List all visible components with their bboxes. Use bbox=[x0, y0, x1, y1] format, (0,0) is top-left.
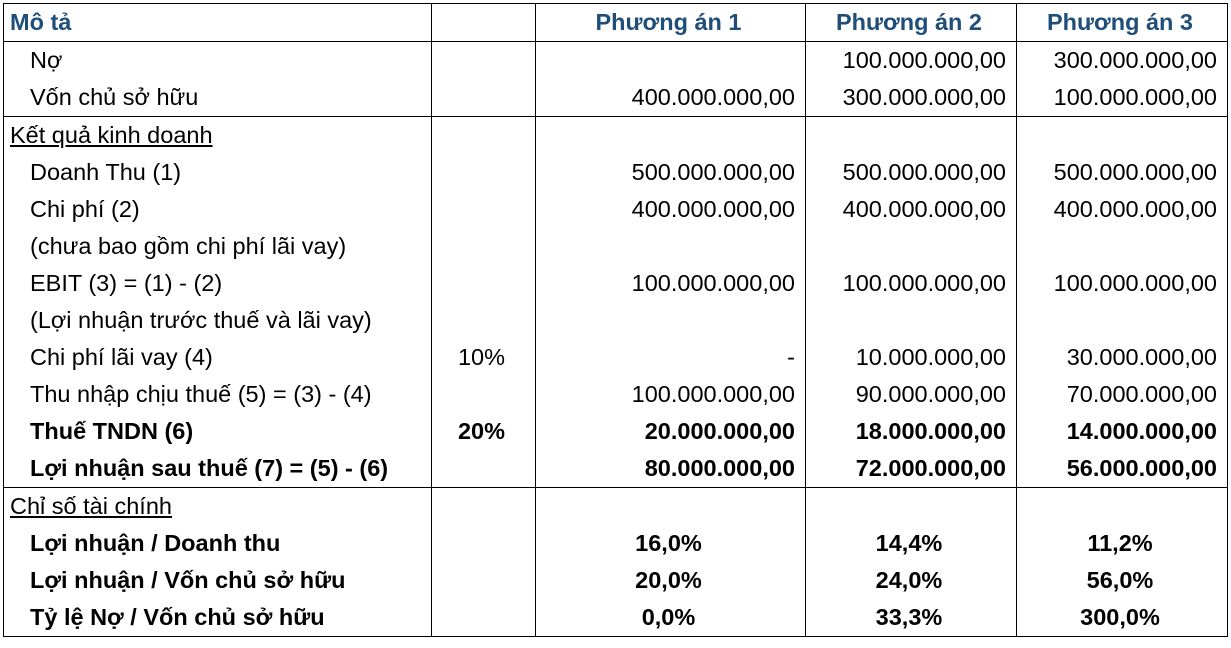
table-row-cit bbox=[4, 413, 1228, 450]
plan-3-value: 56.000.000,00 bbox=[1017, 450, 1228, 488]
row-label: (chưa bao gồm chi phí lãi vay) bbox=[4, 228, 432, 265]
table-row-net-profit bbox=[4, 450, 1228, 488]
plan-3-value bbox=[1017, 488, 1228, 526]
row-rate bbox=[432, 117, 536, 155]
row-label: Lợi nhuận sau thuế (7) = (5) - (6) bbox=[4, 450, 432, 488]
plan-2-value bbox=[806, 117, 1017, 155]
row-rate bbox=[432, 450, 536, 488]
row-label: Thu nhập chịu thuế (5) = (3) - (4) bbox=[4, 376, 432, 413]
plan-3-value: 70.000.000,00 bbox=[1017, 376, 1228, 413]
plan-2-value bbox=[806, 302, 1017, 339]
section-business-results bbox=[4, 117, 1228, 155]
plan-1-value bbox=[536, 228, 806, 265]
plan-2-value: 300.000.000,00 bbox=[806, 79, 1017, 117]
plan-3-value: 11,2% bbox=[1017, 525, 1228, 562]
plan-2-value: 500.000.000,00 bbox=[806, 154, 1017, 191]
row-label: Vốn chủ sở hữu bbox=[4, 79, 432, 117]
plan-2-value bbox=[806, 488, 1017, 526]
table-row-ebit bbox=[4, 265, 1228, 302]
plan-2-value: 14,4% bbox=[806, 525, 1017, 562]
plan-1-value bbox=[536, 42, 806, 80]
plan-1-value: 0,0% bbox=[536, 599, 806, 637]
plan-1-value: 500.000.000,00 bbox=[536, 154, 806, 191]
plan-2-value: 400.000.000,00 bbox=[806, 191, 1017, 228]
plan-1-value: - bbox=[536, 339, 806, 376]
row-rate bbox=[432, 42, 536, 80]
header-plan-1: Phương án 1 bbox=[536, 4, 806, 42]
header-description: Mô tả bbox=[4, 4, 432, 42]
plan-3-value: 400.000.000,00 bbox=[1017, 191, 1228, 228]
plan-2-value: 100.000.000,00 bbox=[806, 265, 1017, 302]
plan-1-value bbox=[536, 117, 806, 155]
section-title: Chỉ số tài chính bbox=[4, 488, 432, 526]
plan-2-value: 72.000.000,00 bbox=[806, 450, 1017, 488]
plan-2-value: 100.000.000,00 bbox=[806, 42, 1017, 80]
row-label: Chi phí (2) bbox=[4, 191, 432, 228]
plan-3-value: 100.000.000,00 bbox=[1017, 265, 1228, 302]
plan-2-value bbox=[806, 228, 1017, 265]
plan-1-value: 100.000.000,00 bbox=[536, 376, 806, 413]
plan-2-value: 10.000.000,00 bbox=[806, 339, 1017, 376]
plan-3-value: 100.000.000,00 bbox=[1017, 79, 1228, 117]
plan-3-value: 14.000.000,00 bbox=[1017, 413, 1228, 450]
row-rate bbox=[432, 191, 536, 228]
row-rate: 10% bbox=[432, 339, 536, 376]
table-row-revenue bbox=[4, 154, 1228, 191]
row-rate bbox=[432, 599, 536, 637]
plan-1-value bbox=[536, 488, 806, 526]
plan-3-value: 56,0% bbox=[1017, 562, 1228, 599]
row-label: EBIT (3) = (1) - (2) bbox=[4, 265, 432, 302]
plan-1-value: 80.000.000,00 bbox=[536, 450, 806, 488]
row-label: Chi phí lãi vay (4) bbox=[4, 339, 432, 376]
financial-comparison-table bbox=[3, 3, 1228, 637]
plan-3-value bbox=[1017, 228, 1228, 265]
plan-3-value: 30.000.000,00 bbox=[1017, 339, 1228, 376]
header-row bbox=[4, 4, 1228, 42]
row-label: (Lợi nhuận trước thuế và lãi vay) bbox=[4, 302, 432, 339]
row-label: Nợ bbox=[4, 42, 432, 80]
header-rate bbox=[432, 4, 536, 42]
row-rate bbox=[432, 488, 536, 526]
row-label: Lợi nhuận / Doanh thu bbox=[4, 525, 432, 562]
row-rate bbox=[432, 562, 536, 599]
row-label: Lợi nhuận / Vốn chủ sở hữu bbox=[4, 562, 432, 599]
plan-3-value: 300.000.000,00 bbox=[1017, 42, 1228, 80]
row-label: Thuế TNDN (6) bbox=[4, 413, 432, 450]
plan-2-value: 24,0% bbox=[806, 562, 1017, 599]
plan-1-value: 400.000.000,00 bbox=[536, 191, 806, 228]
row-rate bbox=[432, 228, 536, 265]
row-rate: 20% bbox=[432, 413, 536, 450]
table-row-profit-revenue bbox=[4, 525, 1228, 562]
row-label: Doanh Thu (1) bbox=[4, 154, 432, 191]
table-row-debt-equity bbox=[4, 599, 1228, 637]
table-row-interest bbox=[4, 339, 1228, 376]
row-rate bbox=[432, 154, 536, 191]
plan-1-value: 400.000.000,00 bbox=[536, 79, 806, 117]
plan-1-value bbox=[536, 302, 806, 339]
table-row-cost bbox=[4, 191, 1228, 228]
row-rate bbox=[432, 302, 536, 339]
plan-3-value bbox=[1017, 117, 1228, 155]
header-plan-2: Phương án 2 bbox=[806, 4, 1017, 42]
plan-3-value: 500.000.000,00 bbox=[1017, 154, 1228, 191]
row-rate bbox=[432, 376, 536, 413]
table-row-cost-note bbox=[4, 228, 1228, 265]
table-row-taxable-income bbox=[4, 376, 1228, 413]
plan-1-value: 100.000.000,00 bbox=[536, 265, 806, 302]
row-rate bbox=[432, 265, 536, 302]
plan-1-value: 16,0% bbox=[536, 525, 806, 562]
section-title: Kết quả kinh doanh bbox=[4, 117, 432, 155]
table-row-equity bbox=[4, 79, 1228, 117]
row-rate bbox=[432, 525, 536, 562]
plan-1-value: 20.000.000,00 bbox=[536, 413, 806, 450]
plan-2-value: 18.000.000,00 bbox=[806, 413, 1017, 450]
row-label: Tỷ lệ Nợ / Vốn chủ sở hữu bbox=[4, 599, 432, 637]
plan-3-value bbox=[1017, 302, 1228, 339]
table-row-debt bbox=[4, 42, 1228, 80]
plan-2-value: 33,3% bbox=[806, 599, 1017, 637]
header-plan-3: Phương án 3 bbox=[1017, 4, 1228, 42]
row-rate bbox=[432, 79, 536, 117]
table-row-ebit-note bbox=[4, 302, 1228, 339]
plan-2-value: 90.000.000,00 bbox=[806, 376, 1017, 413]
table-row-profit-equity bbox=[4, 562, 1228, 599]
section-financial-ratios bbox=[4, 488, 1228, 526]
plan-1-value: 20,0% bbox=[536, 562, 806, 599]
plan-3-value: 300,0% bbox=[1017, 599, 1228, 637]
